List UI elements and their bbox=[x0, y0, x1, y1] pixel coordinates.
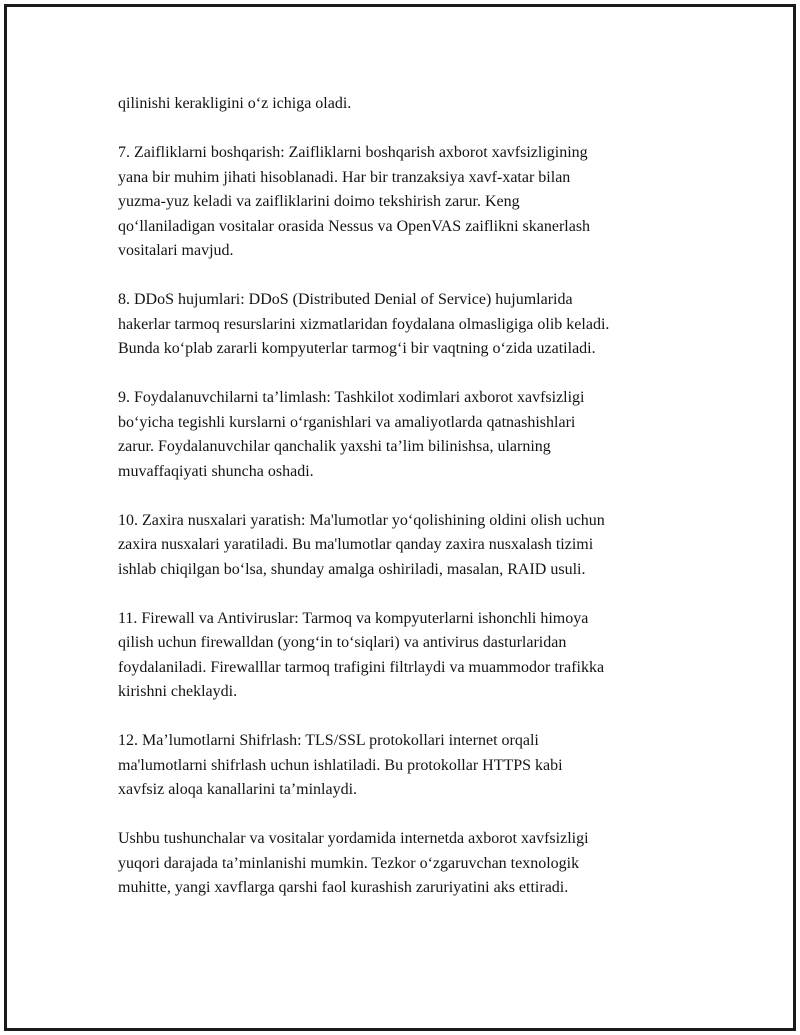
text-line: yana bir muhim jihati hisoblanadi. Har bir tranzaksiya xavf-xatar bilan bbox=[118, 168, 571, 186]
paragraph-firewall-antivirus bbox=[118, 607, 698, 705]
text-line: zaxira nusxalari yaratiladi. Bu ma'lumotlar qanday zaxira nusxalash tizimi bbox=[118, 536, 594, 553]
text-line: ma'lumotlarni shifrlash uchun ishlatiladi. Bu protokollar HTTPS kabi bbox=[118, 756, 563, 774]
text-line: foydalaniladi. Firewalllar tarmoq trafigini filtrlaydi va muammodor trafikka bbox=[118, 658, 605, 676]
text-line: qilish uchun firewalldan (yong‘in to‘siqlari) va antivirus dasturlaridan bbox=[118, 634, 567, 651]
paragraph-backups bbox=[118, 509, 698, 583]
text-line: 8. DDoS hujumlari: DDoS (Distributed Denial of Service) hujumlarida bbox=[118, 291, 573, 308]
text-line: Ushbu tushunchalar va vositalar yordamida internetda axborot xavfsizligi bbox=[118, 830, 589, 847]
text-line: yuqori darajada ta’minlanishi mumkin. Tezkor o‘zgaruvchan texnologik bbox=[118, 854, 580, 872]
paragraph-vulnerability-management bbox=[118, 141, 698, 264]
paragraph-ddos-attacks bbox=[118, 288, 698, 362]
text-line: kirishni cheklaydi. bbox=[118, 683, 238, 700]
text-line: qilinishi kerakligini o‘z ichiga oladi. bbox=[118, 95, 352, 112]
text-line: Bunda ko‘plab zararli kompyuterlar tarmog‘i bir vaqtning o‘zida uzatiladi. bbox=[118, 340, 596, 357]
paragraph-encryption bbox=[118, 729, 698, 803]
text-line: zarur. Foydalanuvchilar qanchalik yaxshi ta’lim bilinishsa, ularning bbox=[118, 438, 551, 455]
text-line: 10. Zaxira nusxalari yaratish: Ma'lumotlar yo‘qolishining oldini olish uchun bbox=[118, 511, 605, 529]
document-body bbox=[118, 92, 698, 925]
paragraph-conclusion bbox=[118, 827, 698, 901]
text-line: 12. Ma’lumotlarni Shifrlash: TLS/SSL protokollari internet orqali bbox=[118, 732, 539, 749]
text-line: qo‘llaniladigan vositalar orasida Nessus va OpenVAS zaiflikni skanerlash bbox=[118, 217, 591, 235]
paragraph-continuation bbox=[118, 92, 698, 117]
text-line: ishlab chiqilgan bo‘lsa, shunday amalga oshiriladi, masalan, RAID usuli. bbox=[118, 560, 586, 578]
text-line: vositalari mavjud. bbox=[118, 242, 234, 259]
text-line: 7. Zaifliklarni boshqarish: Zaifliklarni boshqarish axborot xavfsizligining bbox=[118, 144, 588, 161]
text-line: 11. Firewall va Antiviruslar: Tarmoq va kompyuterlarni ishonchli himoya bbox=[118, 609, 589, 627]
text-line: yuzma-yuz keladi va zaifliklarini doimo tekshirish zarur. Keng bbox=[118, 193, 520, 210]
text-line: muvaffaqiyati shuncha oshadi. bbox=[118, 462, 314, 480]
text-line: hakerlar tarmoq resurslarini xizmatlaridan foydalana olmasligiga olib keladi. bbox=[118, 315, 610, 333]
text-line: xavfsiz aloqa kanallarini ta’minlaydi. bbox=[118, 781, 358, 798]
text-line: muhitte, yangi xavflarga qarshi faol kurashish zaruriyatini aks ettiradi. bbox=[118, 879, 569, 896]
text-line: 9. Foydalanuvchilarni ta’limlash: Tashkilot xodimlari axborot xavfsizligi bbox=[118, 389, 585, 406]
paragraph-user-training bbox=[118, 386, 698, 484]
text-line: bo‘yicha tegishli kurslarni o‘rganishlari va amaliyotlarda qatnashishlari bbox=[118, 413, 576, 431]
